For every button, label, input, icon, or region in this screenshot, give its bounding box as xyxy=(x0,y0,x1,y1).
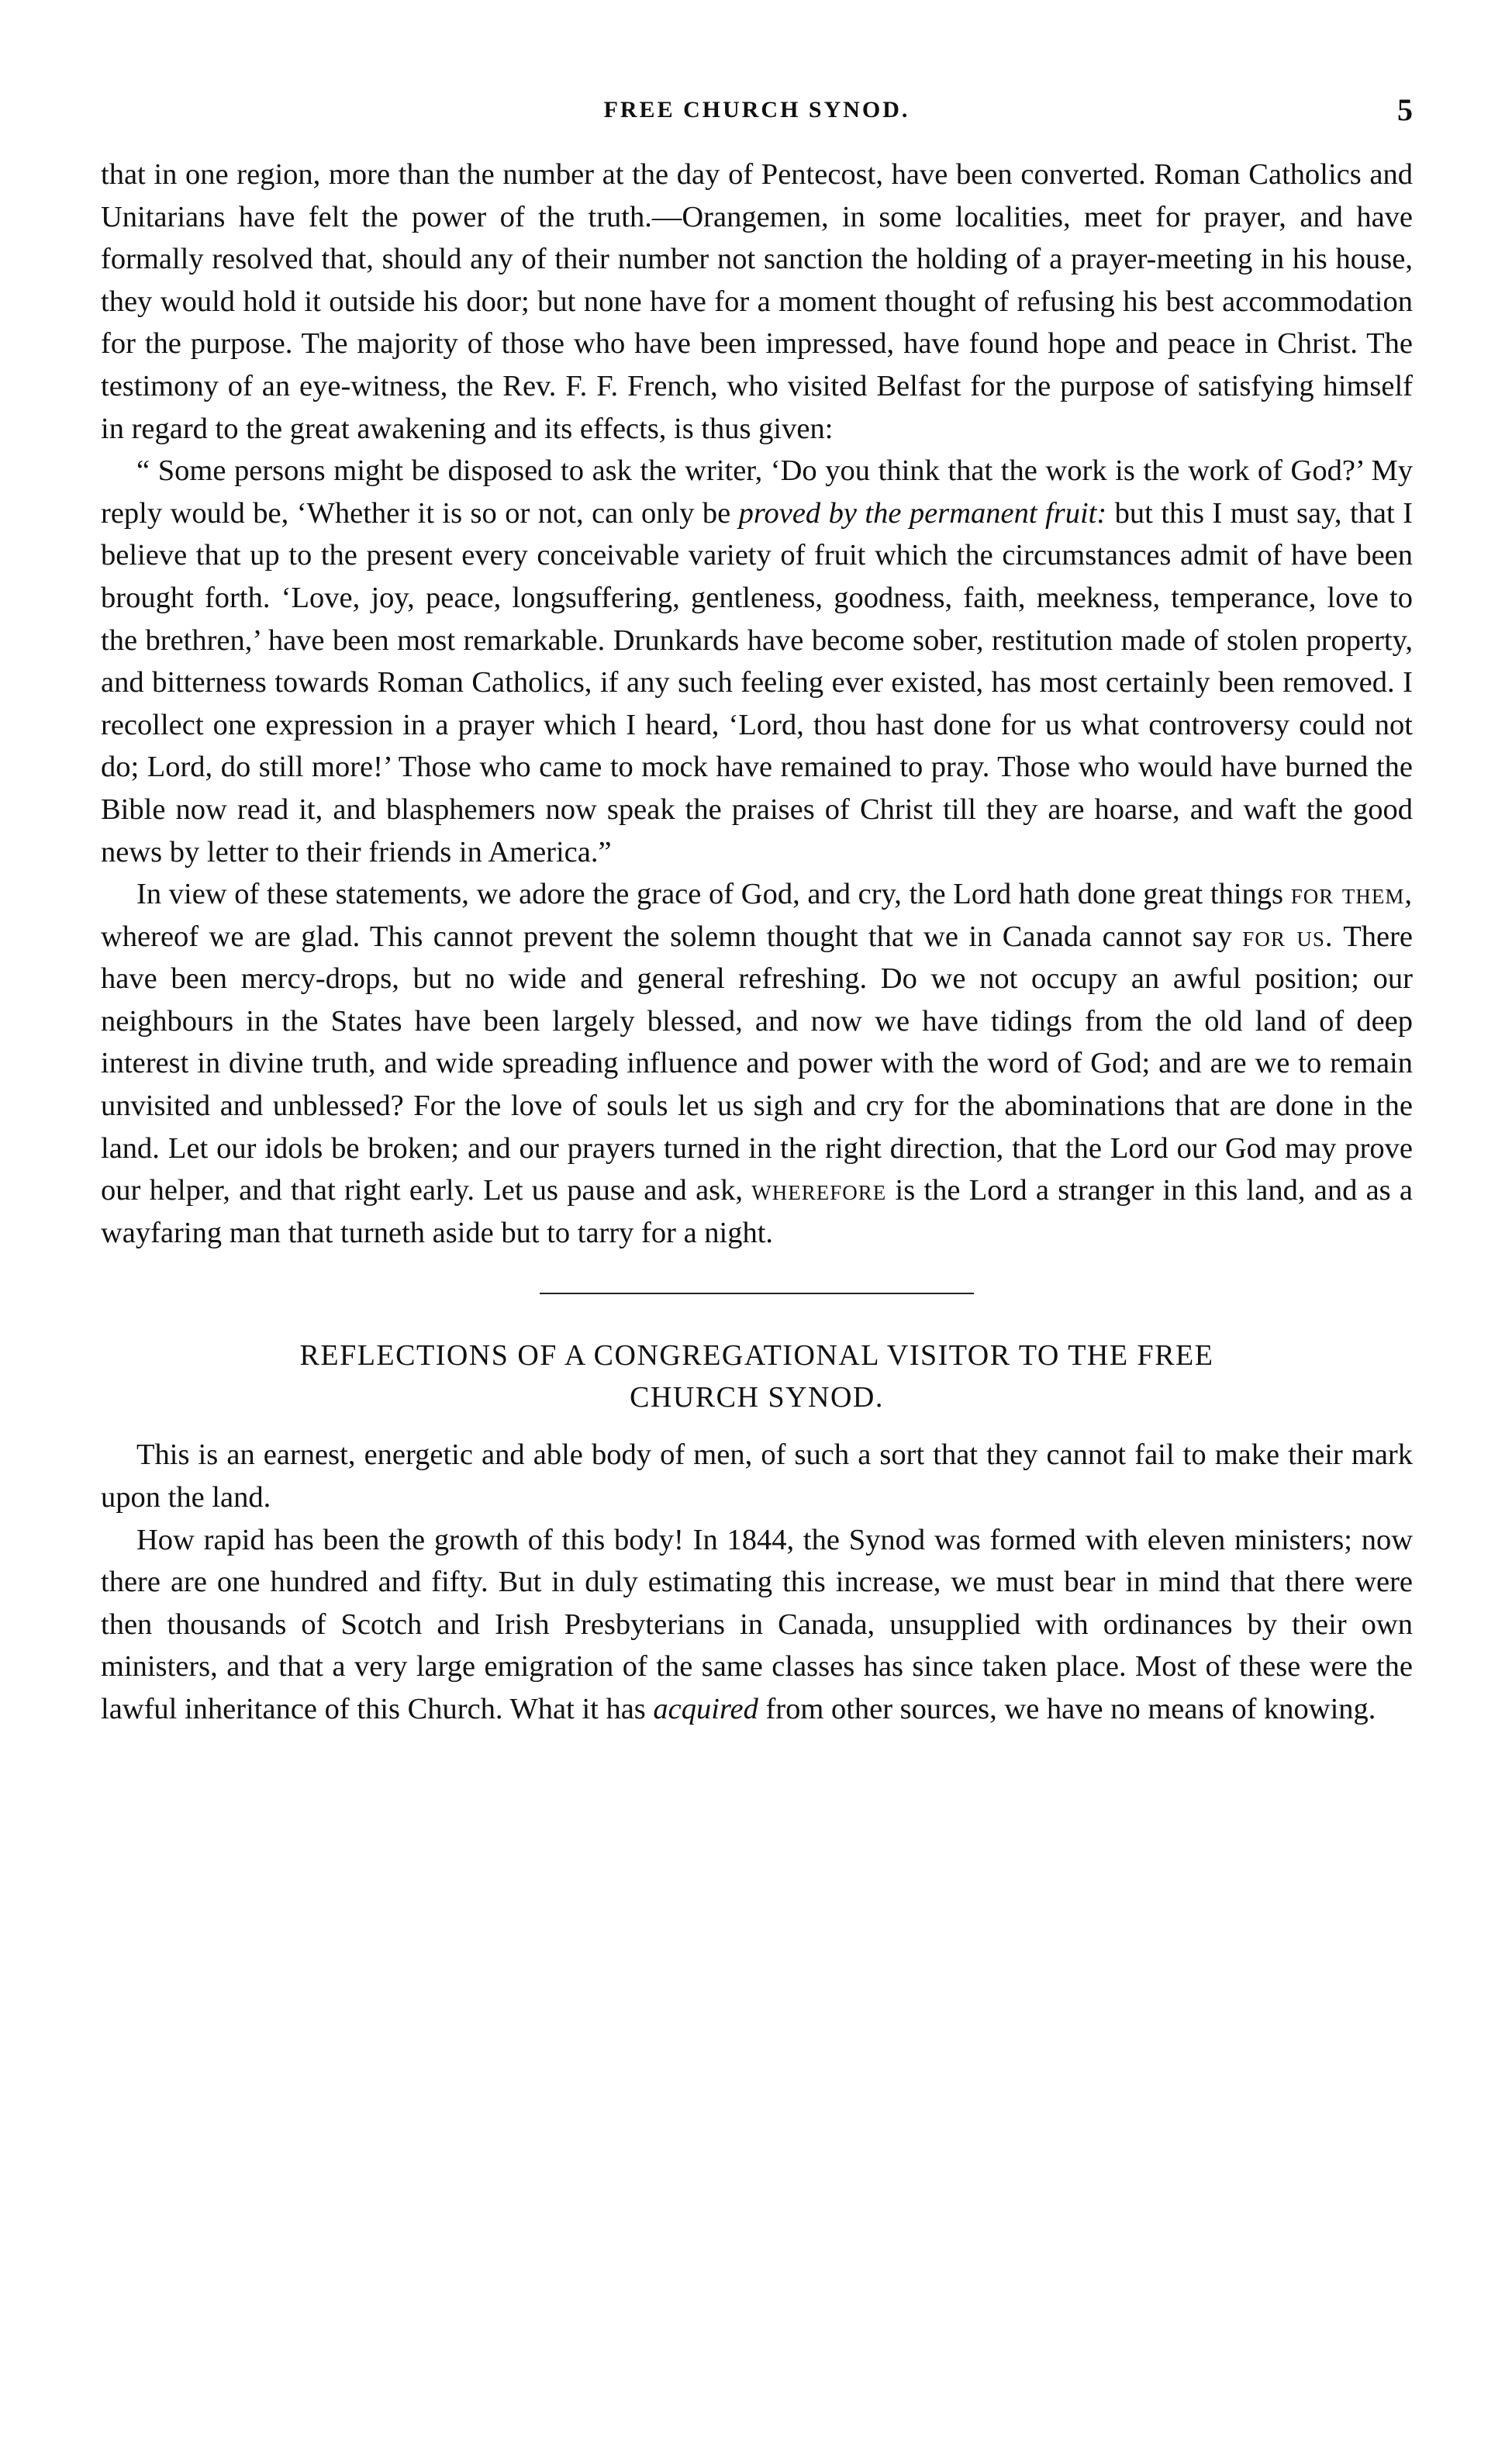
text-run: How rapid has been the growth of this body! In 1844, the Synod was formed with eleven ministers; now there are one hundred and fifty. But in duly estimating this increase, we must bear in mind that there were then thousands of Scotch and Irish Presbyterians in Canada, unsupplied with ordinances by their own ministers, and that a very large emigration of the same classes has since taken place. Most of these were the lawful inheritance of this Church. What it has xyxy=(101,1523,1413,1725)
paragraph: This is an earnest, energetic and able body of men, of such a sort that they cannot fail to make their mark upon the land. xyxy=(101,1438,1413,1514)
section-divider xyxy=(540,1293,974,1294)
quotation-text-end: but this I must say, that I believe that up to the present every conceivable variety of fruit which the circumstances admit of have been brought forth. ‘Love, joy, peace, longsuffering, gentleness, goodness, faith, meekness, temperance, love to the brethren,’ have been most remarkable. Drunkards have become sober, restitution made of stolen property, and bitterness towards Roman Catholics, if any such feeling ever existed, has most certainly been removed. I recollect one expression in a prayer which I heard, ‘Lord, thou hast done for us what controversy could not do; Lord, do still more!’ Those who came to mock have remained to pray. Those who would have burned the Bible now read it, and blasphemers now speak the praises of Christ till they are hoarse, and waft the good news by letter to their friends in America.” xyxy=(101,496,1413,868)
paragraph-reflection xyxy=(101,873,1413,1254)
text-run: is the Lord a stranger in this land, and as a wayfaring man that turneth aside but to tarry for a night. xyxy=(101,1174,1413,1249)
text-run: In view of these statements, we adore the grace of God, and cry, the Lord hath done great things xyxy=(136,878,1291,911)
article-congregational-visitor xyxy=(101,1335,1413,1730)
text-run: whereof we are glad. This cannot prevent the solemn thought that we in Canada cannot say xyxy=(101,920,1243,953)
article-revival-report xyxy=(101,154,1413,1254)
italic-word: acquired xyxy=(653,1693,758,1725)
section-heading xyxy=(101,1335,1413,1418)
paragraph-continued: that in one region, more than the number at the day of Pentecost, have been converted. Roman Catholics and Unitarians have felt the power of the truth.—Orangemen, in some localities, meet for prayer, and have formally resolved that, should any of their number not sanction the holding of a prayer-meeting in his house, they would hold it outside his door; but none have for a moment thought of refusing his best accommodation for the purpose. The majority of those who have been impressed, have found hope and peace in Christ. The testimony of an eye-witness, the Rev. F. F. French, who visited Belfast for the purpose of satisfying himself in regard to the great awakening and its effects, is thus given: xyxy=(101,158,1413,445)
small-caps-word: wherefore xyxy=(751,1174,887,1207)
quotation-text-start: “ Some persons might be disposed to ask the writer, ‘Do you think that the work is the work of God?’ My reply would be, ‘Whether it is so or not, can only be xyxy=(101,454,1413,530)
text-run: from other sources, we have no means of knowing. xyxy=(758,1693,1376,1725)
small-caps-phrase: for them, xyxy=(1290,878,1413,911)
text-run: There have been mercy-drops, but no wide and general refreshing. Do we not occupy an awful position; our neighbours in the States have been largely blessed, and now we have tidings from the old land of deep interest in divine truth, and wide spreading influence and power with the word of God; and are we to remain unvisited and unblessed? For the love of souls let us sigh and cry for the abominations that are done in the land. Let our idols be broken; and our prayers turned in the right direction, that the Lord our God may prove our helper, and that right early. Let us pause and ask, xyxy=(101,920,1413,1207)
book-page xyxy=(101,87,1413,1731)
paragraph-quotation xyxy=(101,450,1413,873)
paragraph xyxy=(101,1519,1413,1731)
italic-phrase: proved by the permanent fruit: xyxy=(738,496,1107,530)
running-title: FREE CHURCH SYNOD. xyxy=(603,97,910,123)
heading-line-1: REFLECTIONS OF A CONGREGATIONAL VISITOR TO THE FREE xyxy=(299,1339,1214,1373)
running-head xyxy=(101,87,1413,133)
heading-line-2: CHURCH SYNOD. xyxy=(630,1381,884,1414)
page-number: 5 xyxy=(1397,92,1413,127)
small-caps-phrase: for us. xyxy=(1242,920,1334,953)
